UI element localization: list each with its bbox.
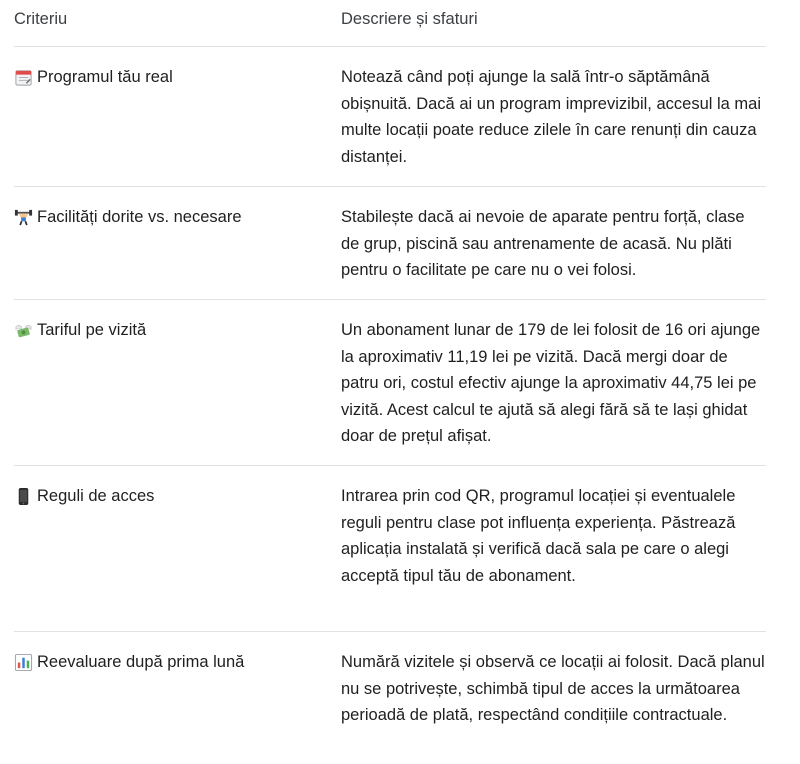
table-row	[14, 300, 766, 466]
table-row	[14, 632, 766, 763]
description-cell: Intrarea prin cod QR, programul locației și eventualele reguli pentru clase pot influența experiența. Păstrează aplicația instalată și verifică dacă sala pe care o alegi acceptă tipul tău de abonament.	[341, 487, 736, 585]
criterion-label: Reevaluare după prima lună	[37, 653, 245, 671]
header-description: Descriere și sfaturi	[341, 10, 478, 28]
criterion-cell	[14, 187, 314, 299]
criterion-label: Programul tău real	[37, 68, 173, 86]
criterion-cell	[14, 300, 314, 465]
mobile-phone-icon	[14, 487, 33, 506]
description-cell: Stabilește dacă ai nevoie de aparate pentru forță, clase de grup, piscină sau antrenamente de acasă. Nu plăti pentru o facilitate pe care nu o vei folosi.	[341, 208, 745, 279]
table-header	[14, 0, 766, 47]
description-cell: Un abonament lunar de 179 de lei folosit de 16 ori ajunge la aproximativ 11,19 lei pe vizită. Dacă mergi doar de patru ori, costul efectiv ajunge la aproximativ 44,75 lei pe vizită. Acest calcul te ajută să alegi fără să te lași ghidat doar de prețul afișat.	[341, 321, 761, 445]
criterion-label: Facilități dorite vs. necesare	[37, 208, 242, 226]
table-row	[14, 47, 766, 187]
money-wings-icon	[14, 321, 33, 340]
criteria-table	[14, 0, 766, 763]
table-row	[14, 187, 766, 300]
calendar-icon	[14, 68, 33, 87]
criterion-label: Reguli de acces	[37, 487, 155, 505]
criterion-cell	[14, 632, 314, 763]
bar-chart-icon	[14, 653, 33, 672]
description-cell: Notează când poți ajunge la sală într-o săptămână obișnuită. Dacă ai un program imprevizibil, accesul la mai multe locații poate reduce zilele în care renunți din cauza distanței.	[341, 68, 762, 166]
description-cell: Numără vizitele și observă ce locații ai folosit. Dacă planul nu se potrivește, schimbă tipul de acces la următoarea perioadă de plată, respectând condițiile contractuale.	[341, 653, 765, 724]
criterion-label: Tariful pe vizită	[37, 321, 147, 339]
weightlifter-icon	[14, 208, 33, 227]
criterion-cell	[14, 466, 314, 631]
header-criterion: Criteriu	[14, 10, 68, 28]
criterion-cell	[14, 47, 314, 186]
table-row	[14, 466, 766, 632]
